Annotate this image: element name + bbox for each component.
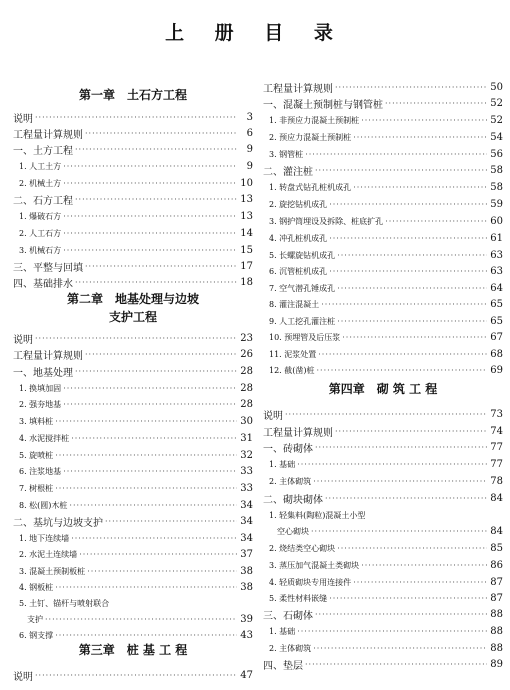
toc-entry-title: 1. 换填加固 <box>19 384 62 393</box>
toc-entry-title: 11. 泥浆处置 <box>269 350 317 359</box>
toc-entry[interactable] <box>269 264 503 279</box>
toc-entry-title: 2. 主体砌筑 <box>269 477 312 486</box>
dot-leader <box>305 150 487 159</box>
toc-entry-page: 65 <box>490 299 503 310</box>
toc-entry-title: 5. 土钉、锚杆与喷射联合 <box>19 599 110 608</box>
dot-leader <box>63 467 237 476</box>
toc-entry[interactable] <box>19 547 253 562</box>
toc-entry[interactable] <box>263 80 503 95</box>
dot-leader <box>311 527 487 536</box>
dot-leader <box>71 434 237 443</box>
toc-entry[interactable] <box>13 364 253 379</box>
toc-entry-title: 一、混凝土预制桩与钢管桩 <box>263 100 383 111</box>
toc-entry-page: 88 <box>490 609 503 620</box>
toc-entry-title: 6. 钢支撑 <box>19 631 54 640</box>
dot-leader <box>35 334 237 343</box>
toc-entry-title: 3. 混凝土预制板桩 <box>19 567 86 576</box>
toc-entry-page: 14 <box>240 228 253 239</box>
dot-leader <box>55 583 237 592</box>
toc-entry-title: 四、基础排水 <box>13 279 73 290</box>
dot-leader <box>335 427 487 436</box>
toc-entry[interactable] <box>269 575 503 590</box>
toc-entry-page: 74 <box>490 426 503 437</box>
toc-entry-page: 58 <box>490 182 503 193</box>
dot-leader <box>71 534 237 543</box>
toc-entry[interactable] <box>13 514 253 529</box>
chapter-heading: 第二章 地基处理与边坡 <box>66 292 199 306</box>
dot-leader <box>105 517 237 526</box>
dot-leader <box>329 594 487 603</box>
toc-entry-title: 三、石砌体 <box>263 611 313 622</box>
toc-entry[interactable] <box>263 440 503 455</box>
toc-entry-page: 26 <box>240 349 253 360</box>
toc-entry-page: 85 <box>490 543 503 554</box>
dot-leader <box>285 410 487 419</box>
dot-leader <box>69 501 237 510</box>
dot-leader <box>385 217 487 226</box>
toc-entry[interactable] <box>13 331 253 346</box>
dot-leader <box>45 615 237 624</box>
toc-entry[interactable] <box>19 159 253 174</box>
toc-entry-page: 43 <box>240 630 253 641</box>
toc-entry[interactable] <box>269 541 503 556</box>
toc-entry[interactable] <box>13 192 253 207</box>
toc-entry-title: 1. 非预应力混凝土预制桩 <box>269 116 360 125</box>
toc-entry[interactable] <box>19 596 253 611</box>
toc-entry-title: 支护 <box>27 615 43 624</box>
toc-entry[interactable] <box>19 531 253 546</box>
dot-leader <box>337 251 487 260</box>
toc-entry-page: 37 <box>240 549 253 560</box>
dot-leader <box>318 350 487 359</box>
toc-entry-page: 84 <box>490 493 503 504</box>
toc-entry-title: 二、灌注桩 <box>263 167 313 178</box>
toc-entry-page: 30 <box>240 416 253 427</box>
toc-entry-page: 84 <box>490 526 503 537</box>
toc-entry-title: 3. 蒸压加气混凝土类砌块 <box>269 561 360 570</box>
toc-entry-title: 2. 强夯地基 <box>19 400 62 409</box>
toc-entry-page: 61 <box>490 233 503 244</box>
page-title: 上 册 目 录 <box>165 22 345 44</box>
toc-entry[interactable] <box>27 612 253 627</box>
toc-entry-page: 15 <box>240 245 253 256</box>
toc-entry-title: 空心砌块 <box>277 527 309 536</box>
toc-entry-title: 1. 基础 <box>269 627 296 636</box>
toc-entry-page: 64 <box>490 283 503 294</box>
dot-leader <box>63 229 237 238</box>
toc-entry[interactable] <box>269 347 503 362</box>
dot-leader <box>337 544 487 553</box>
chapter-heading: 第四章 砌 筑 工 程 <box>328 382 438 396</box>
toc-entry-title: 7. 树根桩 <box>19 484 54 493</box>
toc-entry[interactable] <box>269 130 503 145</box>
toc-entry[interactable] <box>269 197 503 212</box>
toc-entry-title: 工程量计算规则 <box>13 351 83 362</box>
toc-entry[interactable] <box>269 297 503 312</box>
toc-entry-title: 3. 钢护筒埋设及拆除、桩底扩孔 <box>269 217 384 226</box>
dot-leader <box>329 200 487 209</box>
toc-entry-title: 1. 爆破石方 <box>19 212 62 221</box>
toc-entry-title: 12. 截(凿)桩 <box>269 366 315 375</box>
toc-entry[interactable] <box>269 330 503 345</box>
toc-entry-title: 3. 填料桩 <box>19 417 54 426</box>
toc-entry-title: 工程量计算规则 <box>263 428 333 439</box>
toc-entry-page: 88 <box>490 626 503 637</box>
toc-entry-page: 47 <box>240 670 253 681</box>
toc-entry[interactable] <box>19 564 253 579</box>
toc-entry[interactable] <box>13 668 253 683</box>
toc-entry-title: 工程量计算规则 <box>13 130 83 141</box>
dot-leader <box>63 179 237 188</box>
toc-entry-title: 二、石方工程 <box>13 196 73 207</box>
toc-entry-title: 2. 水泥土连续墙 <box>19 550 78 559</box>
toc-entry[interactable] <box>263 424 503 439</box>
toc-entry-page: 77 <box>490 442 503 453</box>
toc-entry-page: 33 <box>240 483 253 494</box>
dot-leader <box>315 443 487 452</box>
toc-entry-page: 87 <box>490 577 503 588</box>
dot-leader <box>75 278 237 287</box>
toc-entry-page: 88 <box>490 643 503 654</box>
toc-entry[interactable] <box>19 414 253 429</box>
toc-entry-page: 73 <box>490 409 503 420</box>
toc-entry[interactable] <box>269 231 503 246</box>
dot-leader <box>337 317 487 326</box>
toc-entry-page: 34 <box>240 516 253 527</box>
toc-entry-page: 63 <box>490 266 503 277</box>
toc-entry[interactable] <box>269 508 503 523</box>
dot-leader <box>313 644 487 653</box>
toc-entry[interactable] <box>13 347 253 362</box>
dot-leader <box>353 578 487 587</box>
toc-entry-title: 1. 轻集料(陶粒)混凝土小型 <box>269 511 366 520</box>
toc-entry-page: 28 <box>240 366 253 377</box>
toc-entry-title: 工程量计算规则 <box>263 84 333 95</box>
toc-entry-page: 60 <box>490 216 503 227</box>
toc-entry-title: 6. 沉管桩机成孔 <box>269 267 328 276</box>
dot-leader <box>75 195 237 204</box>
toc-entry[interactable] <box>269 281 503 296</box>
toc-entry[interactable] <box>19 580 253 595</box>
toc-entry-title: 2. 预应力混凝土预制桩 <box>269 133 352 142</box>
toc-entry-title: 2. 主体砌筑 <box>269 644 312 653</box>
toc-entry-page: 67 <box>490 332 503 343</box>
toc-entry[interactable] <box>13 259 253 274</box>
toc-entry-title: 说明 <box>13 114 33 125</box>
toc-entry[interactable] <box>269 558 503 573</box>
toc-entry-title: 9. 人工挖孔灌注桩 <box>269 317 336 326</box>
toc-entry-title: 1. 人工土方 <box>19 162 62 171</box>
toc-entry[interactable] <box>269 474 503 489</box>
toc-entry-title: 一、土方工程 <box>13 146 73 157</box>
toc-entry[interactable] <box>263 163 503 178</box>
toc-entry[interactable] <box>19 397 253 412</box>
toc-entry-page: 31 <box>240 433 253 444</box>
toc-entry[interactable] <box>19 628 253 643</box>
toc-entry-page: 87 <box>490 593 503 604</box>
toc-entry[interactable] <box>19 243 253 258</box>
toc-entry[interactable] <box>13 142 253 157</box>
dot-leader <box>75 145 237 154</box>
toc-entry-page: 54 <box>490 132 503 143</box>
toc-entry[interactable] <box>269 624 503 639</box>
toc-entry[interactable] <box>269 314 503 329</box>
dot-leader <box>385 99 487 108</box>
toc-entry-page: 6 <box>246 128 253 139</box>
toc-entry-title: 1. 转盘式钻孔桩机成孔 <box>269 183 352 192</box>
toc-entry-title: 3. 钢管桩 <box>269 150 304 159</box>
toc-entry-page: 13 <box>240 211 253 222</box>
toc-entry-title: 一、地基处理 <box>13 368 73 379</box>
toc-entry[interactable] <box>19 448 253 463</box>
toc-entry[interactable] <box>19 209 253 224</box>
toc-entry-title: 4. 冲孔桩机成孔 <box>269 234 328 243</box>
toc-entry-title: 说明 <box>13 335 33 346</box>
dot-leader <box>342 333 487 342</box>
dot-leader <box>55 484 237 493</box>
dot-leader <box>55 631 237 640</box>
dot-leader <box>87 567 237 576</box>
toc-entry[interactable] <box>19 381 253 396</box>
toc-entry[interactable] <box>269 113 503 128</box>
toc-entry-page: 78 <box>490 476 503 487</box>
toc-entry-page: 18 <box>240 277 253 288</box>
toc-entry-page: 28 <box>240 399 253 410</box>
toc-entry-page: 56 <box>490 149 503 160</box>
toc-entry-title: 6. 注浆地基 <box>19 467 62 476</box>
dot-leader <box>329 267 487 276</box>
dot-leader <box>35 113 237 122</box>
dot-leader <box>63 162 237 171</box>
toc-entry[interactable] <box>19 481 253 496</box>
toc-entry[interactable] <box>263 607 503 622</box>
dot-leader <box>297 627 487 636</box>
dot-leader <box>315 166 487 175</box>
toc-entry-title: 2. 机械土方 <box>19 179 62 188</box>
toc-entry-page: 28 <box>240 383 253 394</box>
dot-leader <box>317 366 487 375</box>
toc-entry[interactable] <box>269 248 503 263</box>
dot-leader <box>305 660 487 669</box>
dot-leader <box>63 246 237 255</box>
toc-entry[interactable] <box>277 524 503 539</box>
toc-entry[interactable] <box>269 591 503 606</box>
toc-entry-title: 二、砌块砌体 <box>263 495 323 506</box>
toc-entry-title: 2. 人工石方 <box>19 229 62 238</box>
toc-entry-title: 说明 <box>263 411 283 422</box>
toc-entry-title: 二、基坑与边坡支护 <box>13 518 103 529</box>
toc-entry-page: 52 <box>490 98 503 109</box>
dot-leader <box>85 129 237 138</box>
dot-leader <box>75 367 237 376</box>
toc-entry[interactable] <box>19 226 253 241</box>
toc-entry-title: 四、垫层 <box>263 661 303 672</box>
toc-entry-page: 3 <box>246 112 253 123</box>
toc-entry[interactable] <box>263 657 503 672</box>
toc-entry-page: 33 <box>240 466 253 477</box>
toc-entry-title: 8. 灌注混凝土 <box>269 300 320 309</box>
toc-entry-page: 9 <box>246 161 253 172</box>
dot-leader <box>315 610 487 619</box>
dot-leader <box>313 477 487 486</box>
toc-entry[interactable] <box>269 180 503 195</box>
toc-entry-title: 一、砖砌体 <box>263 444 313 455</box>
toc-entry-page: 50 <box>490 82 503 93</box>
toc-entry-page: 34 <box>240 500 253 511</box>
toc-entry-title: 4. 轻质砌块专用连接件 <box>269 578 352 587</box>
toc-entry-page: 89 <box>490 659 503 670</box>
toc-entry-page: 39 <box>240 614 253 625</box>
toc-entry-page: 65 <box>490 316 503 327</box>
dot-leader <box>337 284 487 293</box>
dot-leader <box>85 262 237 271</box>
toc-entry-title: 5. 长螺旋钻机成孔 <box>269 251 336 260</box>
toc-entry-title: 5. 旋喷桩 <box>19 451 54 460</box>
toc-entry-page: 34 <box>240 533 253 544</box>
dot-leader <box>63 212 237 221</box>
toc-entry[interactable] <box>19 176 253 191</box>
dot-leader <box>353 133 487 142</box>
dot-leader <box>353 183 487 192</box>
toc-entry[interactable] <box>13 275 253 290</box>
toc-entry-title: 1. 基础 <box>269 460 296 469</box>
toc-entry-page: 38 <box>240 582 253 593</box>
dot-leader <box>361 116 487 125</box>
dot-leader <box>335 83 487 92</box>
toc-entry-title: 3. 机械石方 <box>19 246 62 255</box>
toc-entry[interactable] <box>13 110 253 125</box>
dot-leader <box>79 550 237 559</box>
toc-entry[interactable] <box>263 407 503 422</box>
toc-entry-page: 38 <box>240 566 253 577</box>
toc-entry-title: 2. 烧结类空心砌块 <box>269 544 336 553</box>
toc-entry-page: 59 <box>490 199 503 210</box>
toc-entry-page: 13 <box>240 194 253 205</box>
toc-entry-title: 2. 旋挖钻机成孔 <box>269 200 328 209</box>
toc-entry[interactable] <box>19 431 253 446</box>
dot-leader <box>55 451 237 460</box>
toc-entry-title: 5. 柔性材料嵌缝 <box>269 594 328 603</box>
toc-entry[interactable] <box>19 498 253 513</box>
toc-entry-page: 77 <box>490 459 503 470</box>
chapter-heading: 第三章 桩 基 工 程 <box>78 643 188 657</box>
toc-entry[interactable] <box>269 214 503 229</box>
toc-entry-page: 9 <box>246 144 253 155</box>
dot-leader <box>325 494 487 503</box>
toc-entry-title: 4. 水泥搅拌桩 <box>19 434 70 443</box>
toc-entry[interactable] <box>269 641 503 656</box>
toc-entry-page: 52 <box>490 115 503 126</box>
dot-leader <box>321 300 487 309</box>
toc-entry-title: 7. 空气潜孔锤成孔 <box>269 284 336 293</box>
toc-entry-page: 17 <box>240 261 253 272</box>
chapter-heading: 支护工程 <box>108 310 157 324</box>
toc-entry[interactable] <box>269 147 503 162</box>
toc-entry-title: 4. 钢板桩 <box>19 583 54 592</box>
dot-leader <box>361 561 487 570</box>
toc-entry-page: 10 <box>240 178 253 189</box>
toc-entry-page: 58 <box>490 165 503 176</box>
toc-entry-title: 10. 预埋管及后压浆 <box>269 333 341 342</box>
dot-leader <box>63 400 237 409</box>
toc-entry[interactable] <box>19 464 253 479</box>
dot-leader <box>329 234 487 243</box>
toc-entry-page: 32 <box>240 450 253 461</box>
toc-entry-page: 63 <box>490 250 503 261</box>
toc-entry-page: 23 <box>240 333 253 344</box>
toc-entry[interactable] <box>263 96 503 111</box>
toc-entry[interactable] <box>269 363 503 378</box>
toc-entry-page: 68 <box>490 349 503 360</box>
toc-entry-page: 69 <box>490 365 503 376</box>
toc-entry[interactable] <box>263 491 503 506</box>
dot-leader <box>297 460 487 469</box>
toc-entry[interactable] <box>269 457 503 472</box>
dot-leader <box>35 671 237 680</box>
toc-entry-page: 86 <box>490 560 503 571</box>
dot-leader <box>85 350 237 359</box>
toc-entry-title: 8. 松(圆)木桩 <box>19 501 68 510</box>
chapter-heading: 第一章 土石方工程 <box>78 88 187 102</box>
toc-entry[interactable] <box>13 126 253 141</box>
toc-entry-title: 三、平整与回填 <box>13 263 83 274</box>
toc-entry-title: 说明 <box>13 672 33 683</box>
toc-entry-title: 1. 地下连续墙 <box>19 534 70 543</box>
dot-leader <box>55 417 237 426</box>
dot-leader <box>63 384 237 393</box>
